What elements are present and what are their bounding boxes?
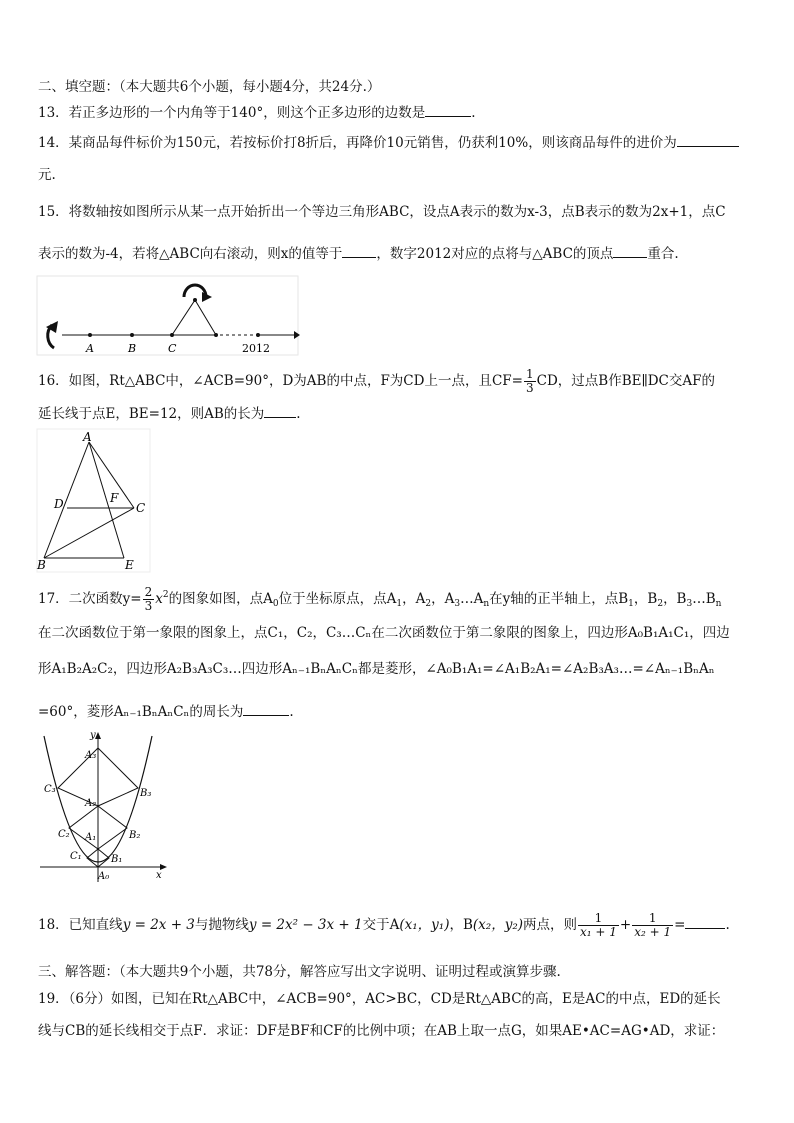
q15-line2c: 重合. — [647, 246, 679, 262]
q16-line2-tail: . — [296, 406, 301, 422]
q18-line-eq: y = 2x + 3 — [122, 917, 195, 933]
y-axis-arrow-icon — [95, 732, 101, 739]
answer-blank[interactable] — [685, 916, 725, 929]
q17-text-i: ，B — [633, 591, 658, 607]
label-b1: B₁ — [111, 854, 123, 865]
label-f: F — [110, 491, 119, 505]
q18-tail: . — [725, 917, 730, 933]
fraction-2 — [632, 912, 673, 939]
frac-num: 1 — [525, 367, 534, 381]
q17-line3: 形A₁B₂A₂C₂，四边形A₂B₃A₃C₃…四边形Aₙ₋₁BₙAₙCₙ都是菱形，∠A₀B₁A₁=∠A₁B₂A₁=∠A₂B₃A₃…=∠Aₙ₋₁BₙAₙ — [38, 661, 715, 677]
point-a — [88, 333, 92, 337]
frac2-num: 1 — [632, 912, 673, 926]
label-b: B — [128, 342, 137, 355]
q17-text-a: 17．二次函数y= — [38, 591, 142, 607]
q19-line1: 19．（6分）如图，已知在Rt△ABC中，∠ACB=90°，AC>BC，CD是Rt△ABC的高，E是AC的中点，ED的延长 — [38, 991, 721, 1007]
question-13 — [38, 104, 476, 122]
point-b — [130, 333, 134, 337]
point-fold — [214, 333, 218, 337]
q18-mid: 与抛物线 — [194, 917, 249, 933]
segment-ab — [44, 442, 89, 558]
fill-section-header: 二、填空题：（本大题共6个小题，每小题4分，共24分.） — [38, 79, 381, 95]
q17-text-c: 的图象如图，点A — [168, 591, 273, 607]
q16-line1b: CD，过点B作BE∥DC交AF的 — [536, 373, 715, 389]
answer-blank[interactable] — [264, 405, 296, 418]
parabola-figure — [36, 726, 170, 884]
label-a1: A₁ — [85, 832, 97, 843]
fraction-two-thirds — [143, 586, 155, 613]
q18-lead: 18．已知直线 — [38, 917, 123, 933]
q15-line1: 15．将数轴按如图所示从某一点开始折出一个等边三角形ABC，设点A表示的数为x-3，点B表示的数为2x+1，点C — [38, 204, 726, 220]
label-c: C — [168, 342, 177, 355]
q14-text: 14．某商品每件标价为150元，若按标价打8折后，再降价10元销售，仍获利10%，则该商品每件的进价为 — [38, 135, 677, 151]
q17-text-g: …A — [460, 591, 484, 607]
q17-text-f: ，A — [431, 591, 455, 607]
q13-text: 13．若正多边形的一个内角等于140°，则这个正多边形的边数是 — [38, 105, 426, 121]
label-b2: B₂ — [129, 830, 141, 841]
label-b3: B₃ — [140, 788, 152, 799]
label-c3: C₃ — [44, 784, 56, 795]
fraction-one-third — [524, 368, 536, 395]
triangle — [172, 300, 216, 335]
q15-line2b: ，数字2012对应的点将与△ABC的顶点 — [376, 246, 614, 262]
q18-point-b: (x₂，y₂) — [472, 917, 524, 933]
q14-tail: 元. — [38, 167, 56, 183]
q16-line2-text: 延长线于点E，BE=12，则AB的长为 — [38, 406, 265, 422]
frac1-num: 1 — [578, 912, 619, 926]
q17-text-j: ，B — [663, 591, 687, 607]
q18-mid3: ，B — [449, 917, 473, 933]
question-14 — [38, 134, 739, 152]
q17-text-d: 位于坐标原点，点A — [278, 591, 397, 607]
frac2-den: x₂ + 1 — [634, 925, 672, 939]
q17-text-e: ，A — [402, 591, 426, 607]
label-e: E — [125, 558, 134, 572]
q17-line4-text: =60°，菱形Aₙ₋₁BₙAₙCₙ的周长为 — [38, 704, 244, 720]
q18-point-a: (x₁，y₁) — [399, 917, 450, 933]
frac-den: 3 — [144, 599, 153, 613]
answer-blank[interactable] — [677, 134, 739, 147]
label-a3: A₃ — [85, 750, 97, 761]
triangle-figure — [36, 428, 152, 574]
answer-section-header: 三、解答题：（本大题共9个小题，共78分，解答应写出文字说明、证明过程或演算步骤. — [38, 964, 561, 980]
segment-bc — [44, 508, 134, 558]
q16-line1a: 16．如图，Rt△ABC中，∠ACB=90°，D为AB的中点，F为CD上一点，且CF= — [38, 373, 523, 389]
point-2012 — [256, 333, 260, 337]
label-y: y — [90, 730, 96, 741]
q19-line2: 线与CB的延长线相交于点F．求证：DF是BF和CF的比例中项；在AB上取一点G，如果AE•AC=AG•AD，求证： — [38, 1023, 725, 1039]
q18-parabola-eq: y = 2x² − 3x + 1 — [248, 917, 363, 933]
label-a2: A₂ — [85, 798, 97, 809]
label-a0: A₀ — [98, 871, 110, 882]
label-c: C — [136, 501, 146, 515]
label-2012: 2012 — [242, 342, 270, 355]
triangle-apex-point — [193, 298, 197, 302]
frac-num: 2 — [144, 585, 153, 599]
q17-var-x: x — [155, 591, 163, 607]
q18-plus: + — [619, 917, 632, 933]
answer-blank[interactable] — [342, 245, 376, 258]
question-18 — [38, 912, 730, 939]
q15-line2 — [38, 245, 679, 263]
q17-line4 — [38, 703, 294, 721]
q17-line4-tail: . — [289, 704, 294, 720]
frac-den: 3 — [525, 381, 534, 395]
q17-line1: 17．二次函数y= $\frac{2}{3}$ $x^2$的图象如图，点$A_0$位于坐标原点，点$A_1$，$A_2$，$A_3\dots A_n$在y轴的正半轴上，点$B_1$，$B_2$，$B_3\dots B_n$ — [38, 585, 722, 613]
fraction-1 — [578, 912, 619, 939]
answer-blank[interactable] — [613, 245, 647, 258]
q18-mid2: 交于A — [362, 917, 400, 933]
label-d: D — [54, 497, 64, 511]
q16-line1 — [38, 368, 715, 395]
q17-text-k: …B — [692, 591, 716, 607]
segment-ae — [89, 442, 124, 558]
answer-blank[interactable] — [243, 703, 289, 716]
q17-line2: 在二次函数位于第一象限的图象上，点C₁，C₂，C₃…Cₙ在二次函数位于第二象限的图象上，四边形A₀B₁A₁C₁，四边 — [38, 625, 730, 641]
label-c1: C₁ — [70, 851, 82, 862]
label-b: B — [37, 558, 46, 572]
q16-line2 — [38, 405, 301, 423]
label-c2: C₂ — [58, 829, 70, 840]
q18-eq: = — [674, 917, 686, 933]
axis-arrow-icon — [294, 331, 300, 339]
q17-text-h: 在y轴的正半轴上，点B — [489, 591, 629, 607]
answer-blank[interactable] — [425, 104, 471, 117]
q15-line2a: 表示的数为-4，若将△ABC向右滚动，则x的值等于 — [38, 246, 343, 262]
q13-tail: . — [471, 105, 476, 121]
point-c — [170, 333, 174, 337]
label-a: A — [83, 430, 92, 444]
number-line-figure — [36, 275, 300, 357]
label-x: x — [156, 870, 162, 881]
label-a: A — [86, 342, 94, 355]
frac1-den: x₁ + 1 — [580, 925, 617, 939]
q18-mid4: 两点，则 — [523, 917, 578, 933]
